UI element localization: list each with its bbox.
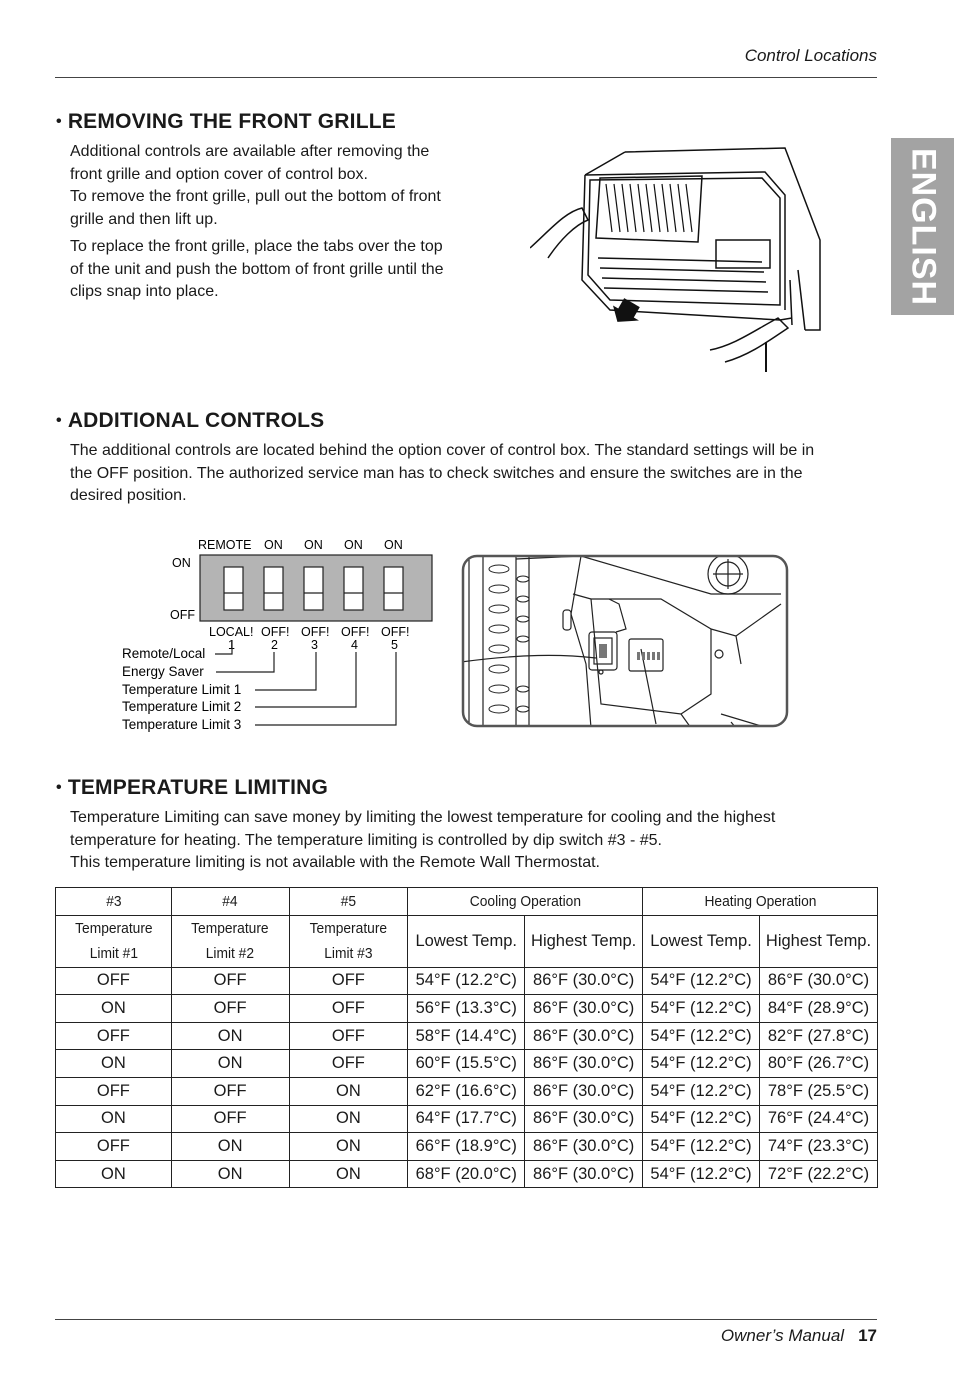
dip-off-label: OFF bbox=[170, 608, 195, 622]
table-cell: OFF bbox=[289, 1050, 408, 1078]
table-cell: 54°F (12.2°C) bbox=[643, 995, 760, 1023]
text-line: Temperature Limiting can save money by limiting the lowest temperature for cooling and the highest bbox=[70, 809, 776, 826]
section2-paragraph bbox=[70, 440, 814, 508]
table-header-cell: #3 bbox=[60, 888, 167, 916]
table-subheader-row bbox=[56, 915, 878, 967]
dip-switch-4 bbox=[344, 567, 363, 610]
table-row bbox=[56, 967, 878, 995]
table-cell: ON bbox=[171, 1050, 289, 1078]
table-cell: 86°F (30.0°C) bbox=[525, 1022, 643, 1050]
table-header-cell: Temperature Limit #3 bbox=[294, 915, 403, 967]
table-cell: 78°F (25.5°C) bbox=[760, 1077, 878, 1105]
table-header-cell: Lowest Temp. bbox=[643, 915, 760, 967]
table-cell: OFF bbox=[289, 995, 408, 1023]
page-footer bbox=[721, 1326, 877, 1346]
text-line: temperature for heating. The temperature limiting is controlled by dip switch #3 - #5. bbox=[70, 831, 662, 849]
table-cell: 86°F (30.0°C) bbox=[525, 967, 643, 995]
dip-switch-diagram bbox=[115, 532, 440, 737]
table-row bbox=[56, 1160, 878, 1188]
table-cell: ON bbox=[289, 1105, 408, 1133]
table-cell: ON bbox=[56, 995, 172, 1023]
table-cell: 60°F (15.5°C) bbox=[408, 1050, 525, 1078]
table-cell: 86°F (30.0°C) bbox=[760, 967, 878, 995]
table-cell: 86°F (30.0°C) bbox=[525, 1133, 643, 1161]
page-header-title: Control Locations bbox=[744, 46, 877, 65]
table-cell: ON bbox=[289, 1077, 408, 1105]
dip-number: 4 bbox=[351, 638, 358, 652]
section-title: TEMPERATURE LIMITING bbox=[67, 776, 329, 799]
table-cell: ON bbox=[56, 1160, 172, 1188]
header-rule bbox=[55, 77, 877, 78]
table-cell: 86°F (30.0°C) bbox=[525, 1160, 643, 1188]
text-line: To remove the front grille, pull out the bottom of front bbox=[70, 188, 441, 205]
table-cell: ON bbox=[171, 1133, 289, 1161]
table-header-row bbox=[56, 888, 878, 916]
table-cell: OFF bbox=[171, 995, 289, 1023]
table-cell: 86°F (30.0°C) bbox=[525, 1077, 643, 1105]
section1-paragraph-1 bbox=[70, 141, 441, 231]
dip-switch-3 bbox=[304, 567, 323, 610]
table-row bbox=[56, 1105, 878, 1133]
dip-bottom-label: OFF! bbox=[341, 625, 370, 639]
table-header-cell: Lowest Temp. bbox=[408, 915, 525, 967]
table-row bbox=[56, 995, 878, 1023]
control-box-illustration bbox=[461, 554, 789, 728]
table-header-cell: #4 bbox=[176, 888, 284, 916]
table-cell: 72°F (22.2°C) bbox=[760, 1160, 878, 1188]
section-heading-temperature-limiting: • TEMPERATURE LIMITING bbox=[56, 776, 329, 799]
table-row bbox=[56, 1077, 878, 1105]
table-row bbox=[56, 1133, 878, 1161]
text-line: The additional controls are located behind the option cover of control box. The standard settings will be in bbox=[70, 442, 815, 459]
table-cell: OFF bbox=[289, 967, 408, 995]
footer-rule bbox=[55, 1319, 877, 1320]
dip-top-label: REMOTE bbox=[198, 538, 252, 552]
table-cell: OFF bbox=[171, 1077, 289, 1105]
dip-top-label: ON bbox=[384, 538, 403, 552]
table-cell: 82°F (27.8°C) bbox=[760, 1022, 878, 1050]
table-cell: 86°F (30.0°C) bbox=[525, 1050, 643, 1078]
dip-bottom-label: OFF! bbox=[261, 625, 290, 639]
table-header-cell: Temperature Limit #1 bbox=[60, 915, 167, 967]
dip-legend-remote-local: Remote/Local bbox=[122, 646, 206, 661]
text-line: desired position. bbox=[70, 487, 187, 504]
table-cell: 76°F (24.4°C) bbox=[760, 1105, 878, 1133]
language-tab bbox=[891, 138, 954, 315]
table-cell: ON bbox=[171, 1160, 289, 1188]
section-title: REMOVING THE FRONT GRILLE bbox=[67, 110, 396, 133]
dip-switch-2 bbox=[264, 567, 283, 610]
table-cell: 86°F (30.0°C) bbox=[525, 995, 643, 1023]
text-line: grille and then lift up. bbox=[70, 210, 218, 228]
table-cell: 54°F (12.2°C) bbox=[408, 967, 525, 995]
table-cell: ON bbox=[289, 1133, 408, 1161]
table-cell: OFF bbox=[171, 1105, 289, 1133]
text-line: To replace the front grille, place the tabs over the top bbox=[70, 238, 443, 255]
section-title: ADDITIONAL CONTROLS bbox=[67, 409, 325, 432]
table-cell: 54°F (12.2°C) bbox=[643, 1160, 760, 1188]
table-row bbox=[56, 1050, 878, 1078]
table-cell: 54°F (12.2°C) bbox=[643, 1050, 760, 1078]
dip-bottom-label: OFF! bbox=[381, 625, 410, 639]
table-header-cell: #5 bbox=[294, 888, 403, 916]
temperature-limiting-table bbox=[55, 887, 878, 1188]
dip-top-label: ON bbox=[264, 538, 283, 552]
dip-top-label: ON bbox=[344, 538, 363, 552]
table-row bbox=[56, 1022, 878, 1050]
dip-switch-5 bbox=[384, 567, 403, 610]
table-cell: OFF bbox=[289, 1022, 408, 1050]
dip-number: 3 bbox=[311, 638, 318, 652]
table-cell: 84°F (28.9°C) bbox=[760, 995, 878, 1023]
text-line: Additional controls are available after removing the bbox=[70, 143, 430, 160]
table-cell: ON bbox=[56, 1050, 172, 1078]
footer-label: Owner’s Manual bbox=[720, 1326, 845, 1345]
dip-legend-temp-limit-2: Temperature Limit 2 bbox=[122, 699, 242, 714]
table-cell: 56°F (13.3°C) bbox=[408, 995, 525, 1023]
table-cell: 80°F (26.7°C) bbox=[760, 1050, 878, 1078]
section-heading-removing-grille: • REMOVING THE FRONT GRILLE bbox=[56, 110, 396, 133]
dip-switch-1 bbox=[224, 567, 243, 610]
table-cell: 64°F (17.7°C) bbox=[408, 1105, 525, 1133]
dip-number: 5 bbox=[391, 638, 398, 652]
table-cell: ON bbox=[171, 1022, 289, 1050]
table-cell: 74°F (23.3°C) bbox=[760, 1133, 878, 1161]
table-cell: 86°F (30.0°C) bbox=[525, 1105, 643, 1133]
dip-legend-temp-limit-3: Temperature Limit 3 bbox=[122, 717, 242, 732]
section3-paragraph bbox=[70, 807, 775, 875]
table-cell: 54°F (12.2°C) bbox=[643, 967, 760, 995]
table-cell: 54°F (12.2°C) bbox=[643, 1022, 760, 1050]
dip-on-label: ON bbox=[172, 556, 191, 570]
dip-bottom-label: LOCAL! bbox=[209, 625, 254, 639]
table-cell: OFF bbox=[56, 1022, 172, 1050]
table-cell: 62°F (16.6°C) bbox=[408, 1077, 525, 1105]
section-heading-additional-controls: • ADDITIONAL CONTROLS bbox=[56, 409, 325, 432]
text-line: the OFF position. The authorized service man has to check switches and ensure the switches are in the bbox=[70, 464, 803, 482]
dip-leader-lines bbox=[215, 640, 396, 725]
table-cell: ON bbox=[56, 1105, 172, 1133]
dip-bottom-label: OFF! bbox=[301, 625, 330, 639]
language-tab-label: ENGLISH bbox=[904, 147, 942, 306]
page-number: 17 bbox=[858, 1326, 877, 1345]
section1-paragraph-2 bbox=[70, 236, 444, 304]
dip-legend-temp-limit-1: Temperature Limit 1 bbox=[122, 682, 242, 697]
dip-number: 2 bbox=[271, 638, 278, 652]
front-grille-removal-illustration bbox=[530, 140, 825, 380]
table-cell: 58°F (14.4°C) bbox=[408, 1022, 525, 1050]
table-cell: 66°F (18.9°C) bbox=[408, 1133, 525, 1161]
dip-top-label: ON bbox=[304, 538, 323, 552]
table-cell: OFF bbox=[56, 1077, 172, 1105]
text-line: This temperature limiting is not available with the Remote Wall Thermostat. bbox=[70, 854, 600, 871]
dip-legend-energy-saver: Energy Saver bbox=[122, 664, 204, 679]
table-header-cell: Highest Temp. bbox=[760, 915, 878, 967]
table-header-cell: Heating Operation bbox=[652, 888, 868, 916]
table-cell: OFF bbox=[56, 967, 172, 995]
table-header-cell: Cooling Operation bbox=[417, 888, 633, 916]
table-header-cell: Highest Temp. bbox=[525, 915, 643, 967]
table-cell: ON bbox=[289, 1160, 408, 1188]
text-line: of the unit and push the bottom of front grille until the bbox=[70, 260, 444, 278]
table-cell: OFF bbox=[171, 967, 289, 995]
text-line: front grille and option cover of control box. bbox=[70, 165, 368, 183]
table-cell: 68°F (20.0°C) bbox=[408, 1160, 525, 1188]
table-cell: 54°F (12.2°C) bbox=[643, 1133, 760, 1161]
text-line: clips snap into place. bbox=[70, 283, 219, 300]
dip-number: 1 bbox=[228, 638, 235, 652]
table-cell: 54°F (12.2°C) bbox=[643, 1077, 760, 1105]
table-cell: 54°F (12.2°C) bbox=[643, 1105, 760, 1133]
table-cell: OFF bbox=[56, 1133, 172, 1161]
table-header-cell: Temperature Limit #2 bbox=[176, 915, 284, 967]
